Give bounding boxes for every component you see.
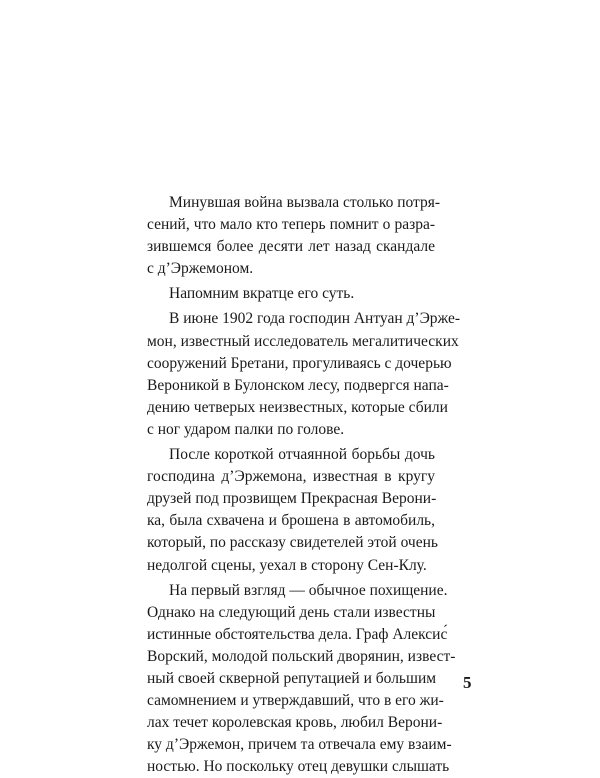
text-line: недолгой сцены, уехал в сторону Сен-Клу. (147, 556, 427, 574)
text-line: В июне 1902 года господин Антуан д’Эрже- (169, 310, 461, 328)
body-text (125, 192, 461, 778)
text-line: Ворский, молодой польский дворянин, извест- (147, 647, 456, 665)
paragraph (125, 444, 438, 577)
text-line: Минувшая война вызвала столько потря- (169, 194, 441, 211)
text-line: сений, что мало кто теперь помнит о разра- (147, 216, 435, 234)
paragraph (125, 283, 435, 305)
page-number: 5 (463, 673, 472, 692)
text-line: Вероникой в Булонском лесу, подвергся напа- (147, 376, 449, 394)
text-line: После короткой отчаянной борьбы дочь (169, 446, 435, 464)
paragraph (125, 192, 441, 280)
text-line: дению четверых неизвестных, которые сбили (147, 398, 448, 416)
text-line: Однако на следующий день стали известны (147, 603, 436, 621)
text-line: ный своей скверной репутацией и большим (147, 669, 437, 687)
text-line: ностью. Но поскольку отец девушки слышать (147, 758, 450, 776)
text-line: На первый взгляд — обычное похищение. (169, 581, 448, 599)
text-line: который, по рассказу свидетелей этой очень (147, 534, 438, 552)
text-line: с д’Эржемоном. (147, 260, 254, 278)
text-line: самомнением и утверждавший, что в его жи- (147, 692, 444, 710)
text-line: господина д’Эржемона, известная в кругу (147, 468, 435, 486)
text-line: лах течет королевская кровь, любил Верони- (147, 714, 443, 732)
text-line: с ног ударом палки по голове. (147, 420, 345, 438)
paragraph (125, 580, 456, 778)
text-line: истинные обстоятельства дела. Граф Алексис́ (147, 625, 448, 643)
paragraph (125, 308, 461, 441)
text-line: мон, известный исследователь мегалитических (147, 332, 459, 350)
text-line: друзей под прозвищем Прекрасная Верони- (147, 490, 437, 508)
text-line: зившемся более десяти лет назад скандале (147, 238, 435, 256)
text-line: Напомним вкратце его суть. (169, 285, 355, 303)
text-line: ку д’Эржемон, причем та отвечала ему взаим- (147, 736, 452, 754)
text-line: сооружений Бретани, прогуливаясь с дочерью (147, 354, 452, 372)
text-line: ка, была схвачена и брошена в автомобиль, (147, 512, 435, 530)
